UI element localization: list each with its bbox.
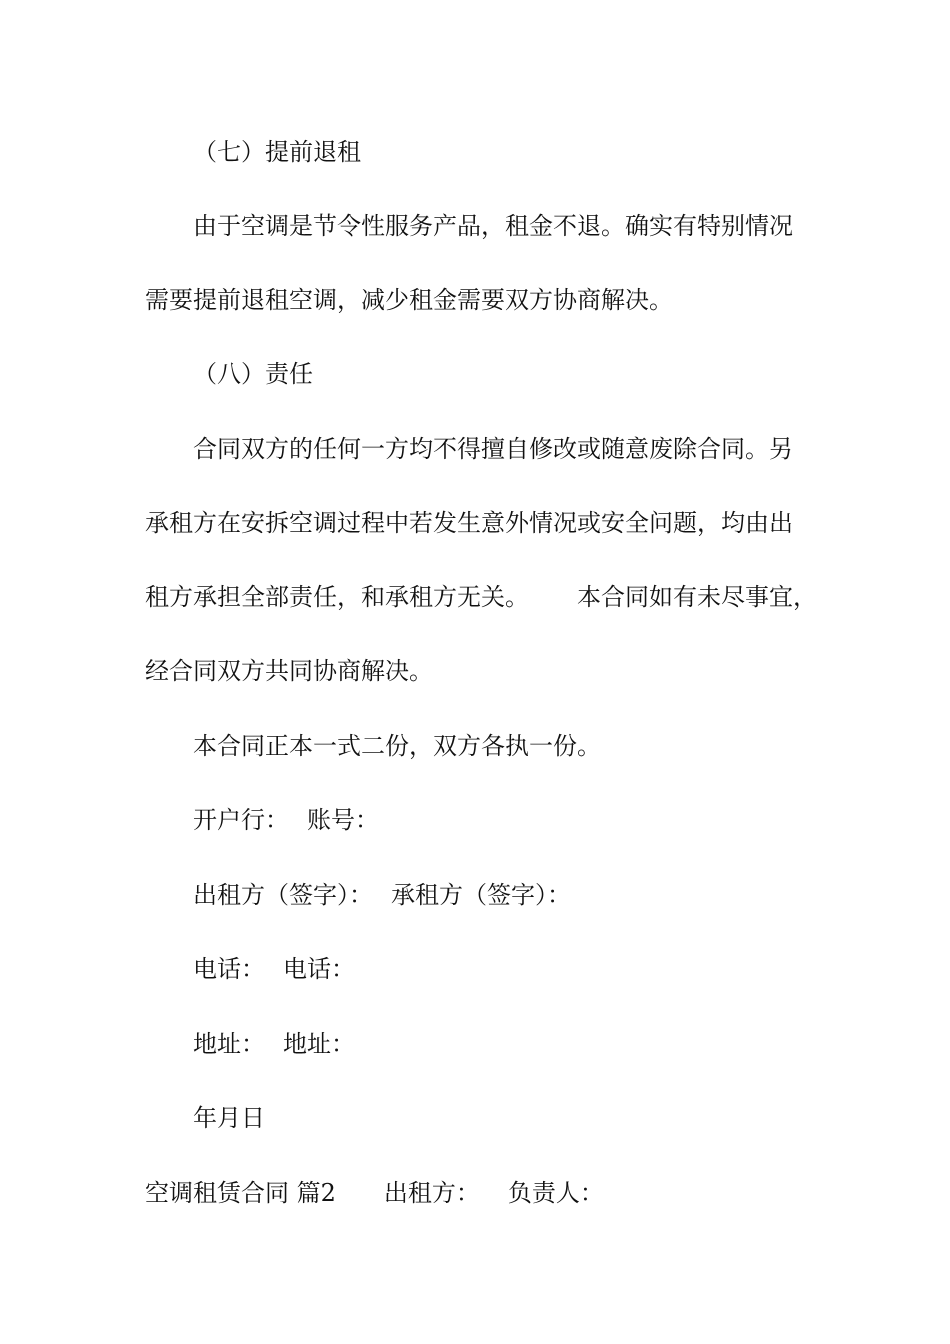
date-line: 年月日 bbox=[193, 1104, 265, 1132]
next-responsible-label: 负责人： bbox=[507, 1179, 604, 1207]
section-7-heading: （七）提前退租 bbox=[193, 138, 361, 166]
section-7-paragraph-line-1: 由于空调是节令性服务产品，租金不退。确实有特别情况 bbox=[193, 212, 793, 240]
signature-line bbox=[193, 880, 873, 910]
section-8-paragraph-line-4: 经合同双方共同协商解决。 bbox=[145, 657, 433, 685]
liability-sentence: 租方承担全部责任，和承租方无关。 bbox=[145, 583, 529, 611]
section-8-paragraph-line-1: 合同双方的任何一方均不得擅自修改或随意废除合同。另 bbox=[193, 435, 793, 463]
lessee-phone-label: 电话： bbox=[283, 955, 355, 983]
lessor-signature-label: 出租方（签字）： bbox=[193, 881, 373, 909]
lessor-phone-label: 电话： bbox=[193, 955, 265, 983]
copies-clause: 本合同正本一式二份，双方各执一份。 bbox=[193, 732, 601, 760]
next-contract-title: 空调租赁合同 篇2 bbox=[145, 1179, 336, 1207]
next-lessor-label: 出租方： bbox=[383, 1179, 480, 1207]
bank-label: 开户行： bbox=[193, 806, 289, 834]
account-label: 账号： bbox=[307, 806, 379, 834]
phone-line bbox=[193, 954, 873, 984]
section-8-heading: （八）责任 bbox=[193, 360, 313, 388]
address-line bbox=[193, 1029, 873, 1059]
lessor-address-label: 地址： bbox=[193, 1030, 265, 1058]
section-8-paragraph-line-3 bbox=[145, 582, 825, 612]
section-7-paragraph-line-2: 需要提前退租空调，减少租金需要双方协商解决。 bbox=[145, 286, 673, 314]
section-8-paragraph-line-2: 承租方在安拆空调过程中若发生意外情况或安全问题，均由出 bbox=[145, 509, 793, 537]
lessee-signature-label: 承租方（签字）： bbox=[391, 881, 571, 909]
bank-account-line bbox=[193, 805, 873, 835]
next-contract-header-line bbox=[145, 1178, 825, 1208]
lessee-address-label: 地址： bbox=[283, 1030, 355, 1058]
unresolved-matters-sentence: 本合同如有未尽事宜， bbox=[577, 583, 817, 611]
